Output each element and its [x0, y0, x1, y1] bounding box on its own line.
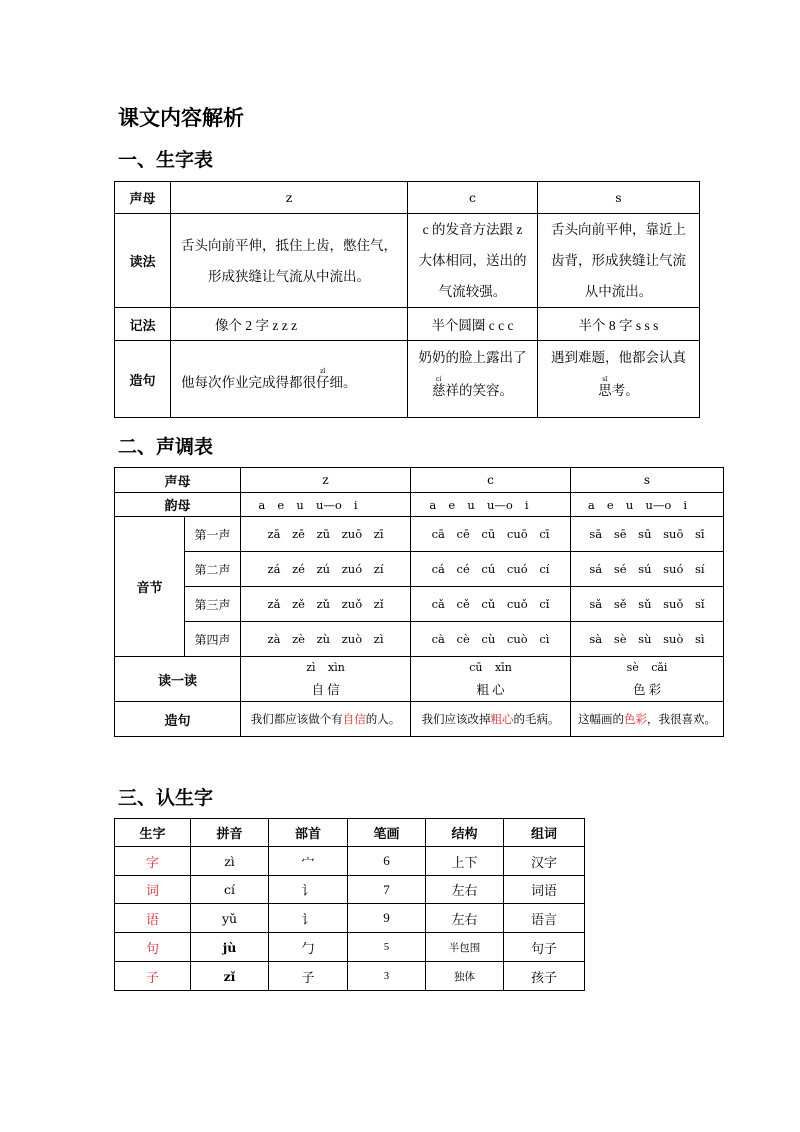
row-label-final: 韵母	[115, 493, 241, 517]
sentence-text: 我们都应该做个有	[250, 714, 343, 726]
syllables-s: sā sē sū suō sī	[571, 517, 724, 552]
tone-label: 第二声	[185, 552, 241, 587]
initial-row	[115, 182, 700, 214]
characters-table	[114, 818, 585, 991]
syllables-z: zà zè zù zuò zì	[241, 622, 411, 657]
tone-row-4	[115, 622, 724, 657]
syllables-c: cà cè cù cuò cì	[411, 622, 571, 657]
structure-cell: 半包围	[426, 933, 504, 962]
text-line: c 的发音方法跟 z	[422, 222, 523, 237]
row-label-syllable: 音节	[115, 517, 185, 657]
read-c	[411, 657, 571, 702]
initials-table	[114, 181, 700, 418]
character-cell: 子	[115, 962, 191, 991]
table-row	[115, 847, 585, 876]
read-row	[115, 657, 724, 702]
pronunciation-row	[115, 214, 700, 308]
column-header-structure: 结构	[426, 819, 504, 847]
final-row	[115, 493, 724, 517]
finals-s: a e u u—o i	[571, 493, 724, 517]
text-line: 齿背，形成狭缝让气流	[551, 253, 686, 268]
tone-label: 第四声	[185, 622, 241, 657]
word-cell: 汉字	[504, 847, 585, 876]
sentence-text: 祥的笑容。	[445, 383, 513, 398]
text-line: 舌头向前平伸，抵住上齿，憋住气，	[181, 237, 397, 253]
syllables-c: cǎ cě cǔ cuǒ cǐ	[411, 587, 571, 622]
pinyin-annotation	[316, 366, 330, 390]
radical-cell: 宀	[269, 847, 348, 876]
character-cell: 句	[115, 933, 191, 962]
word-chars: 色 彩	[632, 683, 662, 697]
sentence-row	[115, 341, 700, 418]
column-header-character: 生字	[115, 819, 191, 847]
syllables-z: zá zé zú zuó zí	[241, 552, 411, 587]
read-z	[241, 657, 411, 702]
strokes-cell: 3	[348, 962, 426, 991]
initial-row	[115, 468, 724, 493]
word-pinyin: zì xìn	[306, 661, 345, 674]
row-label-read: 读一读	[115, 657, 241, 702]
sentence-line: 奶奶的脸上露出了	[418, 350, 527, 365]
text-line: 从中流出。	[584, 284, 653, 299]
initial-s: s	[538, 182, 700, 214]
sentence-text: 细。	[329, 374, 357, 390]
row-label-sentence: 造句	[115, 702, 241, 737]
word-pinyin: sè cǎi	[626, 661, 668, 674]
section-heading-new-characters: 一、生字表	[118, 149, 214, 171]
pinyin-cell: cí	[191, 876, 269, 904]
annotation-pinyin: sī	[598, 375, 612, 383]
tones-table	[114, 467, 724, 737]
sentence-text: 考。	[611, 383, 639, 398]
strokes-cell: 5	[348, 933, 426, 962]
strokes-cell: 6	[348, 847, 426, 876]
word-cell: 语言	[504, 904, 585, 933]
row-label-memory: 记法	[115, 308, 171, 341]
highlighted-word: 色彩	[624, 714, 648, 726]
pinyin-annotation	[432, 375, 446, 398]
read-s	[571, 657, 724, 702]
annotated-char: 仔	[316, 374, 330, 390]
radical-cell: 讠	[269, 876, 348, 904]
initial-z: z	[241, 468, 411, 493]
syllables-s: sà sè sù suò sì	[571, 622, 724, 657]
sentence-text: ，我很喜欢。	[647, 714, 717, 726]
pinyin-cell: yǔ	[191, 904, 269, 933]
pronunciation-s	[538, 214, 700, 308]
memory-s: 半个 8 字 s s s	[538, 308, 700, 341]
sentence-text: 的人。	[365, 714, 401, 726]
initial-c: c	[411, 468, 571, 493]
memory-z: 像个 2 字 z z z	[171, 308, 408, 341]
finals-z: a e u u—o i	[241, 493, 411, 517]
initial-c: c	[408, 182, 538, 214]
column-header-word: 组词	[504, 819, 585, 847]
radical-cell: 勹	[269, 933, 348, 962]
finals-c: a e u u—o i	[411, 493, 571, 517]
sentence-z	[171, 341, 408, 418]
pinyin-cell: zǐ	[191, 962, 269, 991]
memory-row	[115, 308, 700, 341]
row-label-pronunciation: 读法	[115, 214, 171, 308]
syllables-s: sá sé sú suó sí	[571, 552, 724, 587]
text-line: 舌头向前平伸，靠近上	[551, 222, 686, 237]
annotated-char: 慈	[432, 383, 446, 398]
column-header-radical: 部首	[269, 819, 348, 847]
pinyin-cell: zì	[191, 847, 269, 876]
pronunciation-c	[408, 214, 538, 308]
sentence-s	[571, 702, 724, 737]
row-label-initial: 声母	[115, 468, 241, 493]
structure-cell: 独体	[426, 962, 504, 991]
syllables-z: zā zē zū zuō zī	[241, 517, 411, 552]
character-cell: 语	[115, 904, 191, 933]
section-heading-tones: 二、声调表	[118, 436, 214, 458]
table-row	[115, 962, 585, 991]
structure-cell: 左右	[426, 904, 504, 933]
syllables-s: sǎ sě sǔ suǒ sǐ	[571, 587, 724, 622]
sentence-text: 这幅画的	[578, 714, 625, 726]
sentence-c	[411, 702, 571, 737]
sentence-c	[408, 341, 538, 418]
sentence-row	[115, 702, 724, 737]
text-line: 气流较强。	[438, 284, 507, 299]
tone-label: 第一声	[185, 517, 241, 552]
header-row	[115, 819, 585, 847]
tone-row-1	[115, 517, 724, 552]
character-cell: 词	[115, 876, 191, 904]
section-heading-learn-characters: 三、认生字	[118, 787, 214, 809]
structure-cell: 上下	[426, 847, 504, 876]
annotation-pinyin: cí	[432, 375, 446, 383]
column-header-pinyin: 拼音	[191, 819, 269, 847]
pronunciation-z	[171, 214, 408, 308]
word-pinyin: cū xīn	[469, 661, 512, 674]
word-cell: 句子	[504, 933, 585, 962]
annotation-pinyin: zǐ	[316, 366, 330, 375]
tone-row-2	[115, 552, 724, 587]
memory-c: 半个圆圈 c c c	[408, 308, 538, 341]
sentence-text: 他每次作业完成得都很	[181, 374, 316, 390]
tone-label: 第三声	[185, 587, 241, 622]
sentence-line	[538, 374, 699, 407]
highlighted-word: 自信	[342, 714, 366, 726]
radical-cell: 讠	[269, 904, 348, 933]
syllables-c: cā cē cū cuō cī	[411, 517, 571, 552]
row-label-initial: 声母	[115, 182, 171, 214]
syllables-c: cá cé cú cuó cí	[411, 552, 571, 587]
sentence-z	[241, 702, 411, 737]
pinyin-annotation	[598, 375, 612, 398]
word-cell: 孩子	[504, 962, 585, 991]
table-row	[115, 904, 585, 933]
pinyin-cell: jù	[191, 933, 269, 962]
syllables-z: zǎ zě zǔ zuǒ zǐ	[241, 587, 411, 622]
sentence-line	[408, 374, 537, 407]
word-chars: 自 信	[311, 683, 340, 697]
initial-z: z	[171, 182, 408, 214]
sentence-text: 的毛病。	[513, 714, 560, 726]
sentence-line: 遇到难题，他都会认真	[551, 350, 686, 365]
tone-row-3	[115, 587, 724, 622]
text-line: 大体相同，送出的	[418, 253, 527, 268]
highlighted-word: 粗心	[490, 714, 514, 726]
table-row	[115, 876, 585, 904]
row-label-sentence: 造句	[115, 341, 171, 418]
sentence-text: 我们应该改掉	[421, 714, 491, 726]
table-row	[115, 933, 585, 962]
character-cell: 字	[115, 847, 191, 876]
word-chars: 粗 心	[476, 683, 505, 697]
text-line: 形成狭缝让气流从中流出。	[208, 268, 370, 284]
annotated-char: 思	[598, 383, 612, 398]
strokes-cell: 7	[348, 876, 426, 904]
structure-cell: 左右	[426, 876, 504, 904]
initial-s: s	[571, 468, 724, 493]
word-cell: 词语	[504, 876, 585, 904]
page-title: 课文内容解析	[118, 106, 244, 130]
radical-cell: 子	[269, 962, 348, 991]
strokes-cell: 9	[348, 904, 426, 933]
column-header-strokes: 笔画	[348, 819, 426, 847]
sentence-s	[538, 341, 700, 418]
